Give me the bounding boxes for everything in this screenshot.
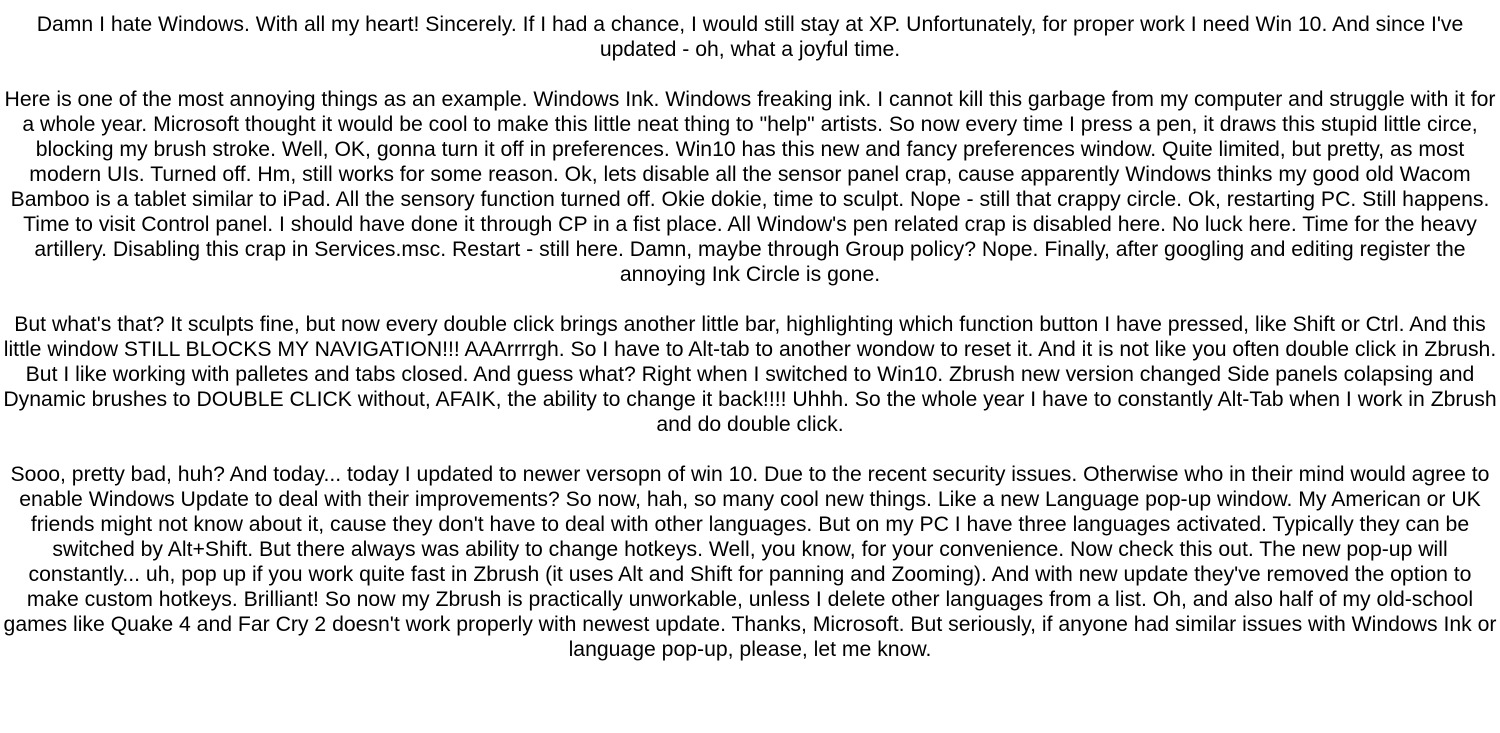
paragraph-double-click: But what's that? It sculpts fine, but now every double click brings another little bar, highlighting which function button I have pressed, like Shift or Ctrl. And this little window STILL BLOCKS MY NAVIGATION!!! AAArrrrgh. So I have to Alt-tab to another wondow to reset it. And it is not like you often double click in Zbrush. But I like working with palletes and tabs closed. And guess what? Right when I switched to Win10. Zbrush new version changed Side panels colapsing and Dynamic brushes to DOUBLE CLICK without, AFAIK, the ability to change it back!!!! Uhhh. So the whole year I have to constantly Alt-Tab when I work in Zbrush and do double click. — [3, 313, 1497, 436]
paragraph-intro: Damn I hate Windows. With all my heart! Sincerely. If I had a chance, I would still stay at XP. Unfortunately, for proper work I need Win 10. And since I've updated - oh, what a joyful time. — [36, 13, 1464, 61]
paragraph-windows-ink: Here is one of the most annoying things as an example. Windows Ink. Windows freaking ink. I cannot kill this garbage from my computer and struggle with it for a whole year. Microsoft thought it would be cool to make this little neat thing to "help" artists. So now every time I press a pen, it draws this stupid little circe, blocking my brush stroke. Well, OK, gonna turn it off in preferences. Win10 has this new and fancy preferences window. Quite limited, but pretty, as most modern UIs. Turned off. Hm, still works for some reason. Ok, lets disable all the sensor panel crap, cause apparently Windows thinks my good old Wacom Bamboo is a tablet similar to iPad. All the sensory function turned off. Okie dokie, time to sculpt. Nope - still that crappy circle. Ok, restarting PC. Still happens. Time to visit Control panel. I should have done it through CP in a fist place. All Window's pen related crap is disabled here. No luck here. Time for the heavy artillery. Disabling this crap in Services.msc. Restart - still here. Damn, maybe through Group policy? Nope. Finally, after googling and editing register the annoying Ink Circle is gone. — [4, 88, 1496, 286]
paragraph-language-popup: Sooo, pretty bad, huh? And today... today I updated to newer versopn of win 10. Due to the recent security issues. Otherwise who in their mind would agree to enable Windows Update to deal with their improvements? So now, hah, so many cool new things. Like a new Language pop-up window. My American or UK friends might not know about it, cause they don't have to deal with other languages. But on my PC I have three languages activated. Typically they can be switched by Alt+Shift. But there always was ability to change hotkeys. Well, you know, for your convenience. Now check this out. The new pop-up will constantly... uh, pop up if you work quite fast in Zbrush (it uses Alt and Shift for panning and Zooming). And with new update they've removed the option to make custom hotkeys. Brilliant! So now my Zbrush is practically unworkable, unless I delete other languages from a list. Oh, and also half of my old-school games like Quake 4 and Far Cry 2 doesn't work properly with newest update. Thanks, Microsoft. But seriously, if anyone had similar issues with Windows Ink or language pop-up, please, let me know. — [3, 463, 1497, 661]
